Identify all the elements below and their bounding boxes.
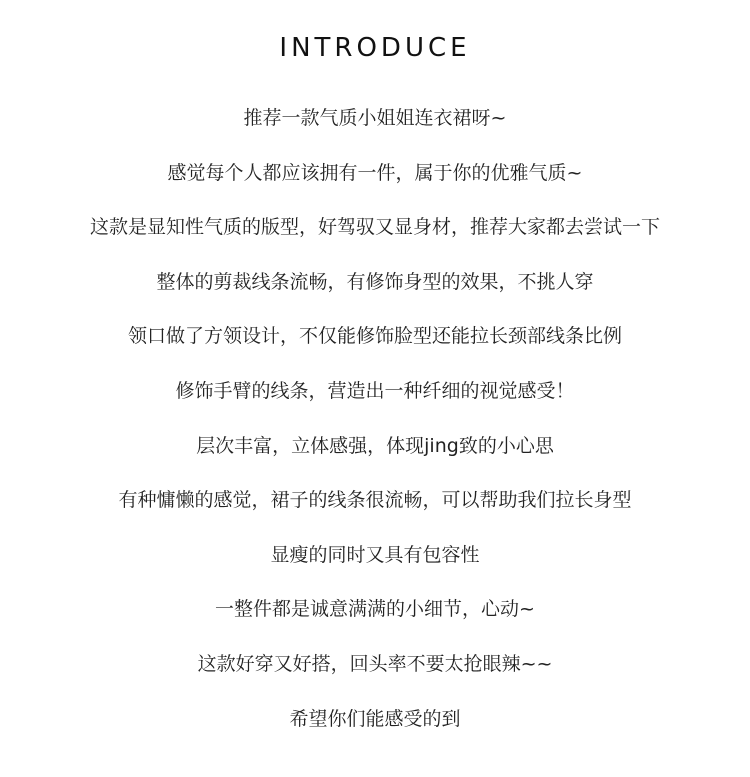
description-line: 修饰手臂的线条，营造出一种纤细的视觉感受！ (175, 379, 575, 402)
description-line: 推荐一款气质小姐姐连衣裙呀~ (243, 107, 507, 129)
description-line: 有种慵懒的感觉，裙子的线条很流畅，可以帮助我们拉长身型 (118, 489, 632, 512)
description-lines (0, 100, 750, 755)
description-line: 层次丰富，立体感强，体现jing致的小心思 (196, 434, 554, 457)
description-line: 整体的剪裁线条流畅，有修饰身型的效果，不挑人穿 (156, 270, 594, 293)
description-line: 这款是显知性气质的版型，好驾驭又显身材，推荐大家都去尝试一下 (89, 216, 660, 239)
description-line: 感觉每个人都应该拥有一件，属于你的优雅气质~ (167, 161, 583, 184)
description-line: 领口做了方领设计，不仅能修饰脸型还能拉长颈部线条比例 (127, 325, 622, 348)
description-line: 显瘦的同时又具有包容性 (270, 543, 480, 566)
description-line: 一整件都是诚意满满的小细节，心动~ (215, 598, 535, 621)
description-line: 希望你们能感受的到 (289, 707, 461, 730)
section-title: INTRODUCE (279, 33, 471, 63)
description-line: 这款好穿又好搭，回头率不要太抢眼辣~~ (197, 652, 553, 675)
